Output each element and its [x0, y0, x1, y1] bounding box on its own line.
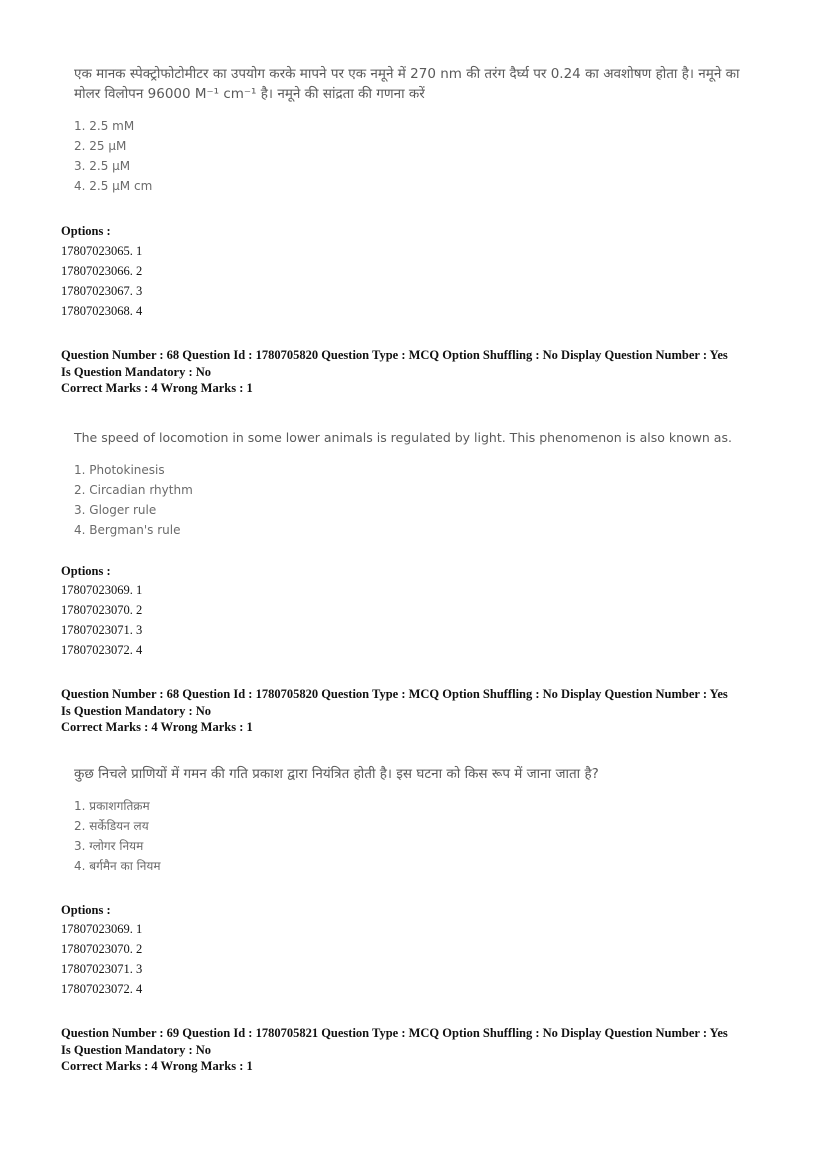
choice-item: 4. Bergman's rule	[74, 523, 181, 537]
question-image-1	[74, 64, 764, 196]
choice-item: 1. प्रकाशगतिक्रम	[74, 799, 150, 813]
option-id: 17807023069. 1	[61, 583, 143, 597]
meta-line-2: Is Question Mandatory : No	[61, 364, 212, 379]
option-id: 17807023066. 2	[61, 264, 143, 278]
choice-list	[74, 116, 764, 196]
choice-item: 3. 2.5 µM	[74, 159, 131, 173]
option-id: 17807023068. 4	[61, 304, 143, 318]
meta-line-2: Is Question Mandatory : No	[61, 1042, 212, 1057]
options-label: Options :	[61, 903, 111, 917]
choice-item: 3. ग्लोगर नियम	[74, 839, 144, 853]
choice-item: 2. Circadian rhythm	[74, 483, 193, 497]
meta-line-1: Question Number : 68 Question Id : 1780705820 Question Type : MCQ Option Shuffling : No Display Question Number : Yes	[61, 348, 728, 362]
choice-item: 2. 25 µM	[74, 139, 127, 153]
question-text-line: एक मानक स्पेक्ट्रोफोटोमीटर का उपयोग करके मापने पर एक नमूने में 270 nm की तरंग दैर्घ्य पर 0.24 का अवशोषण होता है। नमूने का	[74, 66, 740, 82]
question-text-line: The speed of locomotion in some lower animals is regulated by light. This phenomenon is also known as.	[74, 430, 732, 445]
choice-item: 1. Photokinesis	[74, 463, 165, 477]
option-id: 17807023072. 4	[61, 982, 143, 996]
choice-item: 4. 2.5 µM cm	[74, 179, 153, 193]
option-id: 17807023065. 1	[61, 244, 143, 258]
options-label: Options :	[61, 224, 111, 238]
question-image-3	[74, 764, 764, 876]
meta-line-1: Question Number : 68 Question Id : 1780705820 Question Type : MCQ Option Shuffling : No Display Question Number : Yes	[61, 687, 728, 701]
meta-line-1: Question Number : 69 Question Id : 1780705821 Question Type : MCQ Option Shuffling : No Display Question Number : Yes	[61, 1026, 728, 1040]
option-id: 17807023071. 3	[61, 623, 143, 637]
question-meta	[61, 347, 776, 397]
meta-line-2: Is Question Mandatory : No	[61, 703, 212, 718]
choice-item: 3. Gloger rule	[74, 503, 157, 517]
option-id: 17807023071. 3	[61, 962, 143, 976]
question-meta	[61, 686, 776, 736]
choice-list	[74, 796, 764, 876]
choice-item: 4. बर्गमैन का नियम	[74, 859, 161, 873]
option-id: 17807023072. 4	[61, 643, 143, 657]
meta-line-3: Correct Marks : 4 Wrong Marks : 1	[61, 381, 253, 395]
choice-item: 1. 2.5 mM	[74, 119, 135, 133]
question-text-line: कुछ निचले प्राणियों में गमन की गति प्रकाश द्वारा नियंत्रित होती है। इस घटना को किस रूप में जाना जाता है?	[74, 766, 599, 782]
question-image-2	[74, 428, 764, 540]
meta-line-3: Correct Marks : 4 Wrong Marks : 1	[61, 1059, 253, 1073]
option-id: 17807023070. 2	[61, 942, 143, 956]
option-id: 17807023070. 2	[61, 603, 143, 617]
option-id: 17807023067. 3	[61, 284, 143, 298]
options-label: Options :	[61, 564, 111, 578]
question-meta	[61, 1025, 776, 1075]
option-id: 17807023069. 1	[61, 922, 143, 936]
meta-line-3: Correct Marks : 4 Wrong Marks : 1	[61, 720, 253, 734]
choice-item: 2. सर्केडियन लय	[74, 819, 149, 833]
choice-list	[74, 460, 764, 540]
question-text-line: मोलर विलोपन 96000 M⁻¹ cm⁻¹ है। नमूने की सांद्रता की गणना करें	[74, 86, 425, 102]
